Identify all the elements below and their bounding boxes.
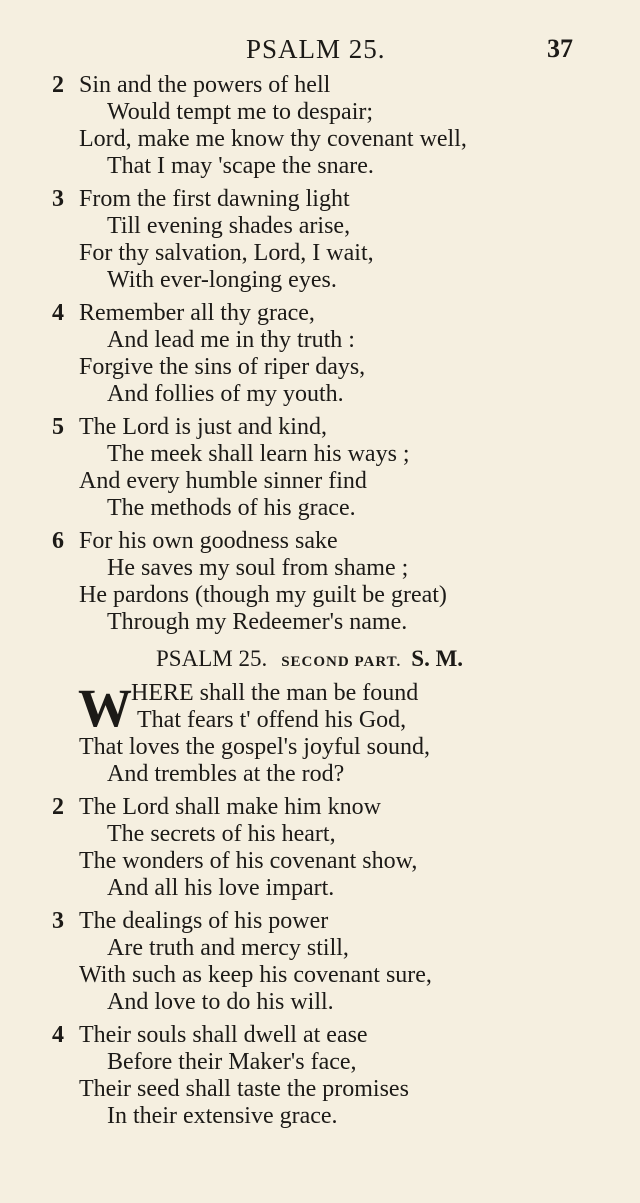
verse-line: Before their Maker's face,	[107, 1049, 357, 1075]
stanza-number: 4	[52, 300, 64, 326]
stanza-6	[0, 528, 640, 636]
verse-line: For his own goodness sake	[79, 528, 338, 554]
stanza-2-second-part	[0, 794, 640, 902]
stanza-number: 5	[52, 414, 64, 440]
stanza-number: 4	[52, 1022, 64, 1048]
verse-line: The meek shall learn his ways ;	[107, 441, 410, 467]
psalm-title: PSALM 25.	[156, 646, 268, 671]
verse-line: The Lord shall make him know	[79, 794, 381, 820]
verse-line: Lord, make me know thy covenant well,	[79, 126, 467, 152]
verse-line: The wonders of his covenant show,	[79, 848, 418, 874]
verse-line: And all his love impart.	[107, 875, 335, 901]
verse-line: And follies of my youth.	[107, 381, 344, 407]
verse-line: Would tempt me to despair;	[107, 99, 374, 125]
stanza-3	[0, 186, 640, 294]
verse-line: With such as keep his covenant sure,	[79, 962, 432, 988]
stanza-number: 3	[52, 908, 64, 934]
stanza-number: 2	[52, 794, 64, 820]
stanza-number: 2	[52, 72, 64, 98]
stanza-number: 3	[52, 186, 64, 212]
verse-line: From the first dawning light	[79, 186, 350, 212]
verse-line: Remember all thy grace,	[79, 300, 315, 326]
page-header	[0, 34, 640, 68]
verse-line: And lead me in thy truth :	[107, 327, 355, 353]
verse-line: The secrets of his heart,	[107, 821, 336, 847]
running-title: PSALM 25.	[246, 34, 386, 64]
stanza-1-second-part	[0, 680, 640, 788]
verse-line: For thy salvation, Lord, I wait,	[79, 240, 374, 266]
verse-line: Their seed shall taste the promises	[79, 1076, 409, 1102]
verse-line: And love to do his will.	[107, 989, 334, 1015]
verse-line: In their extensive grace.	[107, 1103, 338, 1129]
verse-line: Their souls shall dwell at ease	[79, 1022, 368, 1048]
meter-label: S. M.	[411, 646, 464, 671]
stanza-5	[0, 414, 640, 522]
verse-line: HERE shall the man be found	[131, 680, 419, 706]
stanza-3-second-part	[0, 908, 640, 1016]
verse-line: With ever-longing eyes.	[107, 267, 337, 293]
second-part-heading	[0, 642, 640, 676]
verse-line: And trembles at the rod?	[107, 761, 345, 787]
verse-line: He saves my soul from shame ;	[107, 555, 409, 581]
verse-line: That I may 'scape the snare.	[107, 153, 374, 179]
verse-line: Are truth and mercy still,	[107, 935, 349, 961]
part-label: SECOND PART.	[281, 654, 402, 670]
stanza-number: 6	[52, 528, 64, 554]
verse-line: That fears t' offend his God,	[137, 707, 407, 733]
stanza-4-second-part	[0, 1022, 640, 1130]
verse-line: He pardons (though my guilt be great)	[79, 582, 447, 608]
page-content	[0, 72, 640, 1136]
verse-line: And every humble sinner find	[79, 468, 367, 494]
page-number: 37	[547, 34, 573, 63]
verse-line: That loves the gospel's joyful sound,	[79, 734, 430, 760]
verse-line: Till evening shades arise,	[107, 213, 351, 239]
drop-cap: W	[78, 678, 130, 738]
verse-line: The methods of his grace.	[107, 495, 356, 521]
verse-line: The Lord is just and kind,	[79, 414, 327, 440]
verse-line: Through my Redeemer's name.	[107, 609, 408, 635]
verse-line: Sin and the powers of hell	[79, 72, 331, 98]
stanza-4	[0, 300, 640, 408]
verse-line: The dealings of his power	[79, 908, 329, 934]
stanza-2	[0, 72, 640, 180]
verse-line: Forgive the sins of riper days,	[79, 354, 366, 380]
